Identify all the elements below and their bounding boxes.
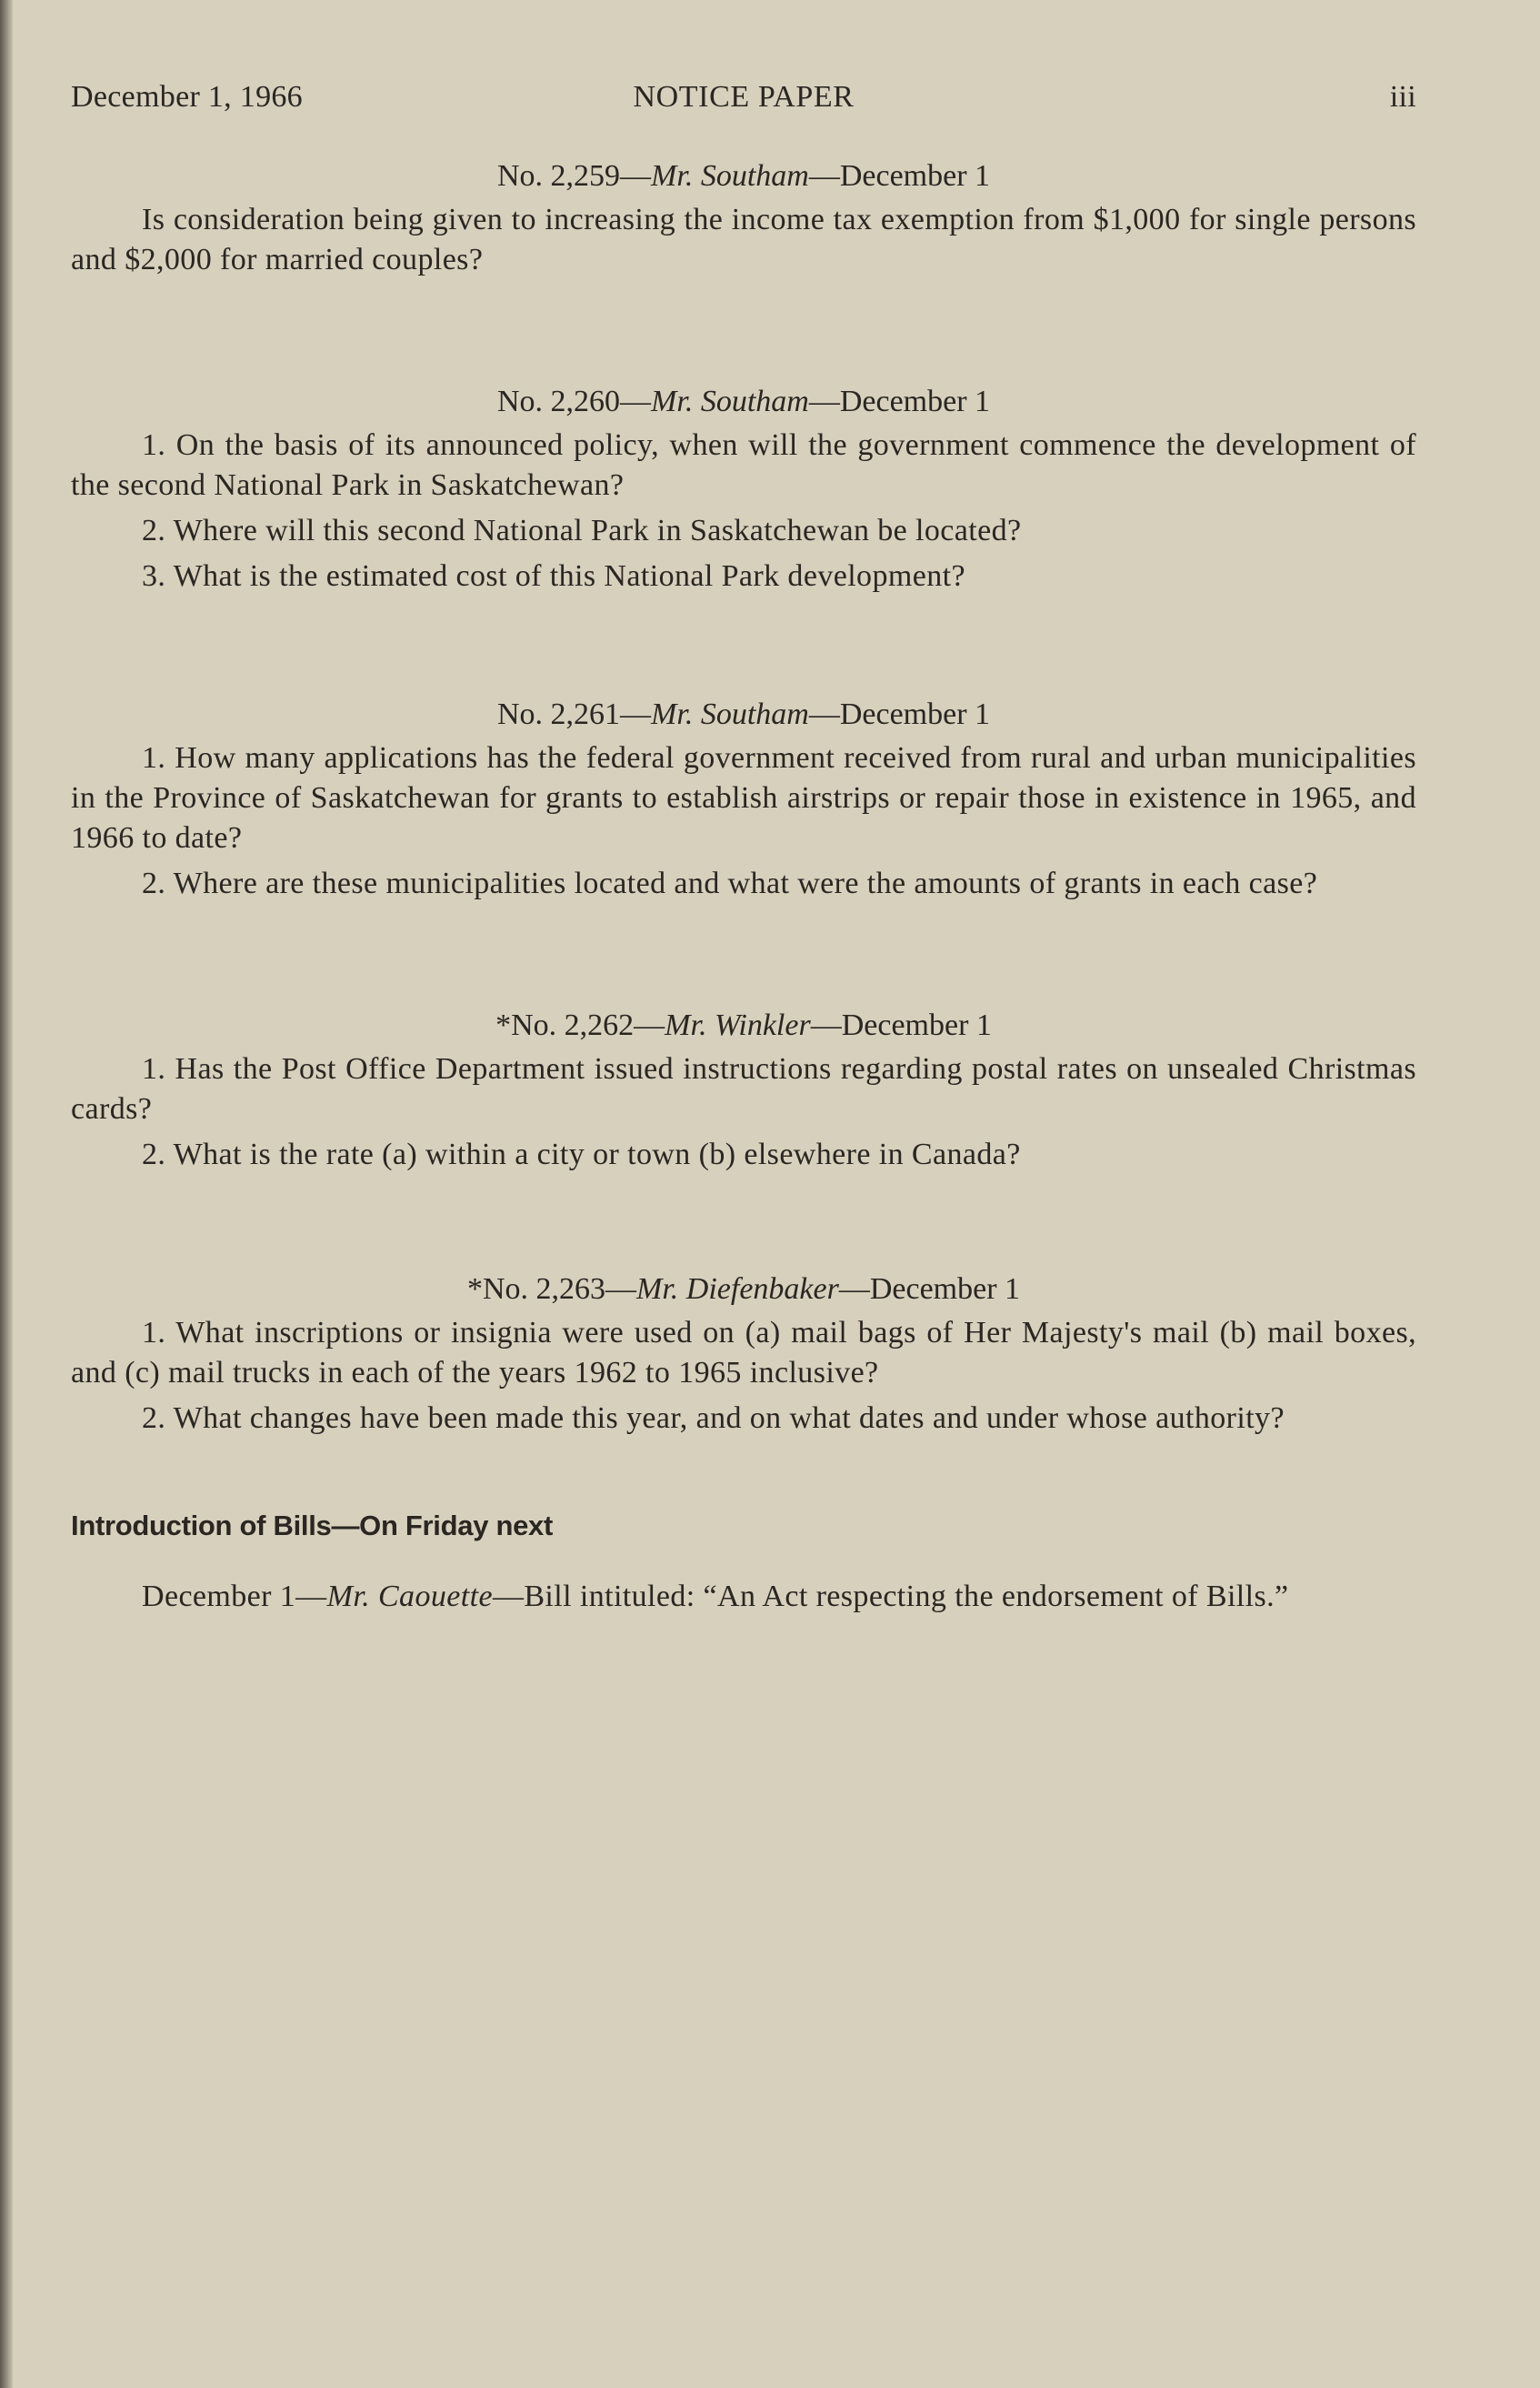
question-date: —December 1 — [838, 1272, 1021, 1306]
question-2260 — [71, 382, 1416, 597]
question-paragraph: 2. What changes have been made this year, and on what dates and under whose authority? — [142, 1401, 1285, 1435]
question-2261 — [71, 695, 1416, 904]
header-page-number: iii — [1389, 80, 1416, 114]
question-member: Mr. Southam — [651, 697, 809, 731]
question-date: —December 1 — [808, 385, 991, 418]
bill-text: —Bill intituled: “An Act respecting the endorsement of Bills.” — [492, 1580, 1289, 1613]
running-header — [71, 80, 1416, 129]
question-2262 — [71, 1006, 1416, 1175]
question-heading — [71, 1269, 1416, 1309]
question-number: *No. 2,263— — [466, 1272, 637, 1306]
question-paragraph: 1. How many applications has the federal government received from rural and urban municipalities in the Province of Saskatchewan for grants to establish airstrips or repair those in existence in 1965, and 1966 to date? — [71, 741, 1416, 855]
question-member: Mr. Winkler — [665, 1008, 811, 1042]
question-paragraph: 2. Where are these municipalities located and what were the amounts of grants in each case? — [142, 867, 1318, 900]
question-paragraph: 1. What inscriptions or insignia were used on (a) mail bags of Her Majesty's mail (b) mail boxes, and (c) mail trucks in each of the years 1962 to 1965 inclusive? — [71, 1316, 1416, 1390]
question-heading — [71, 382, 1416, 422]
question-member: Mr. Diefenbaker — [636, 1272, 839, 1306]
bill-entry — [71, 1577, 1416, 1617]
question-number: No. 2,259— — [496, 159, 652, 193]
bills-section-heading: Introduction of Bills—On Friday next — [71, 1510, 553, 1541]
question-number: No. 2,261— — [496, 697, 652, 731]
question-date: —December 1 — [808, 159, 991, 193]
question-2263 — [71, 1269, 1416, 1439]
question-heading — [71, 695, 1416, 735]
question-number: *No. 2,262— — [495, 1008, 665, 1042]
question-paragraph: Is consideration being given to increasing the income tax exemption from $1,000 for single persons and $2,000 for married couples? — [71, 203, 1416, 276]
bill-member: Mr. Caouette — [326, 1580, 493, 1613]
question-member: Mr. Southam — [651, 159, 809, 193]
question-date: —December 1 — [810, 1008, 992, 1042]
question-paragraph: 2. What is the rate (a) within a city or town (b) elsewhere in Canada? — [142, 1138, 1021, 1171]
header-title: NOTICE PAPER — [633, 80, 855, 114]
question-date: —December 1 — [808, 697, 991, 731]
question-number: No. 2,260— — [496, 385, 652, 418]
question-heading — [71, 1006, 1416, 1046]
question-2259 — [71, 156, 1416, 280]
page-spine-shadow — [0, 0, 13, 2388]
question-member: Mr. Southam — [651, 385, 809, 418]
bill-date: December 1— — [142, 1580, 327, 1613]
question-paragraph: 3. What is the estimated cost of this National Park development? — [142, 559, 965, 593]
header-date: December 1, 1966 — [71, 80, 303, 114]
question-paragraph: 1. On the basis of its announced policy, when will the government commence the development of the second National Park in Saskatchewan? — [71, 428, 1416, 502]
question-heading — [71, 156, 1416, 196]
question-paragraph: 1. Has the Post Office Department issued instructions regarding postal rates on unsealed Christmas cards? — [71, 1052, 1416, 1126]
question-paragraph: 2. Where will this second National Park in Saskatchewan be located? — [142, 514, 1022, 547]
notice-paper-page — [71, 80, 1416, 1622]
